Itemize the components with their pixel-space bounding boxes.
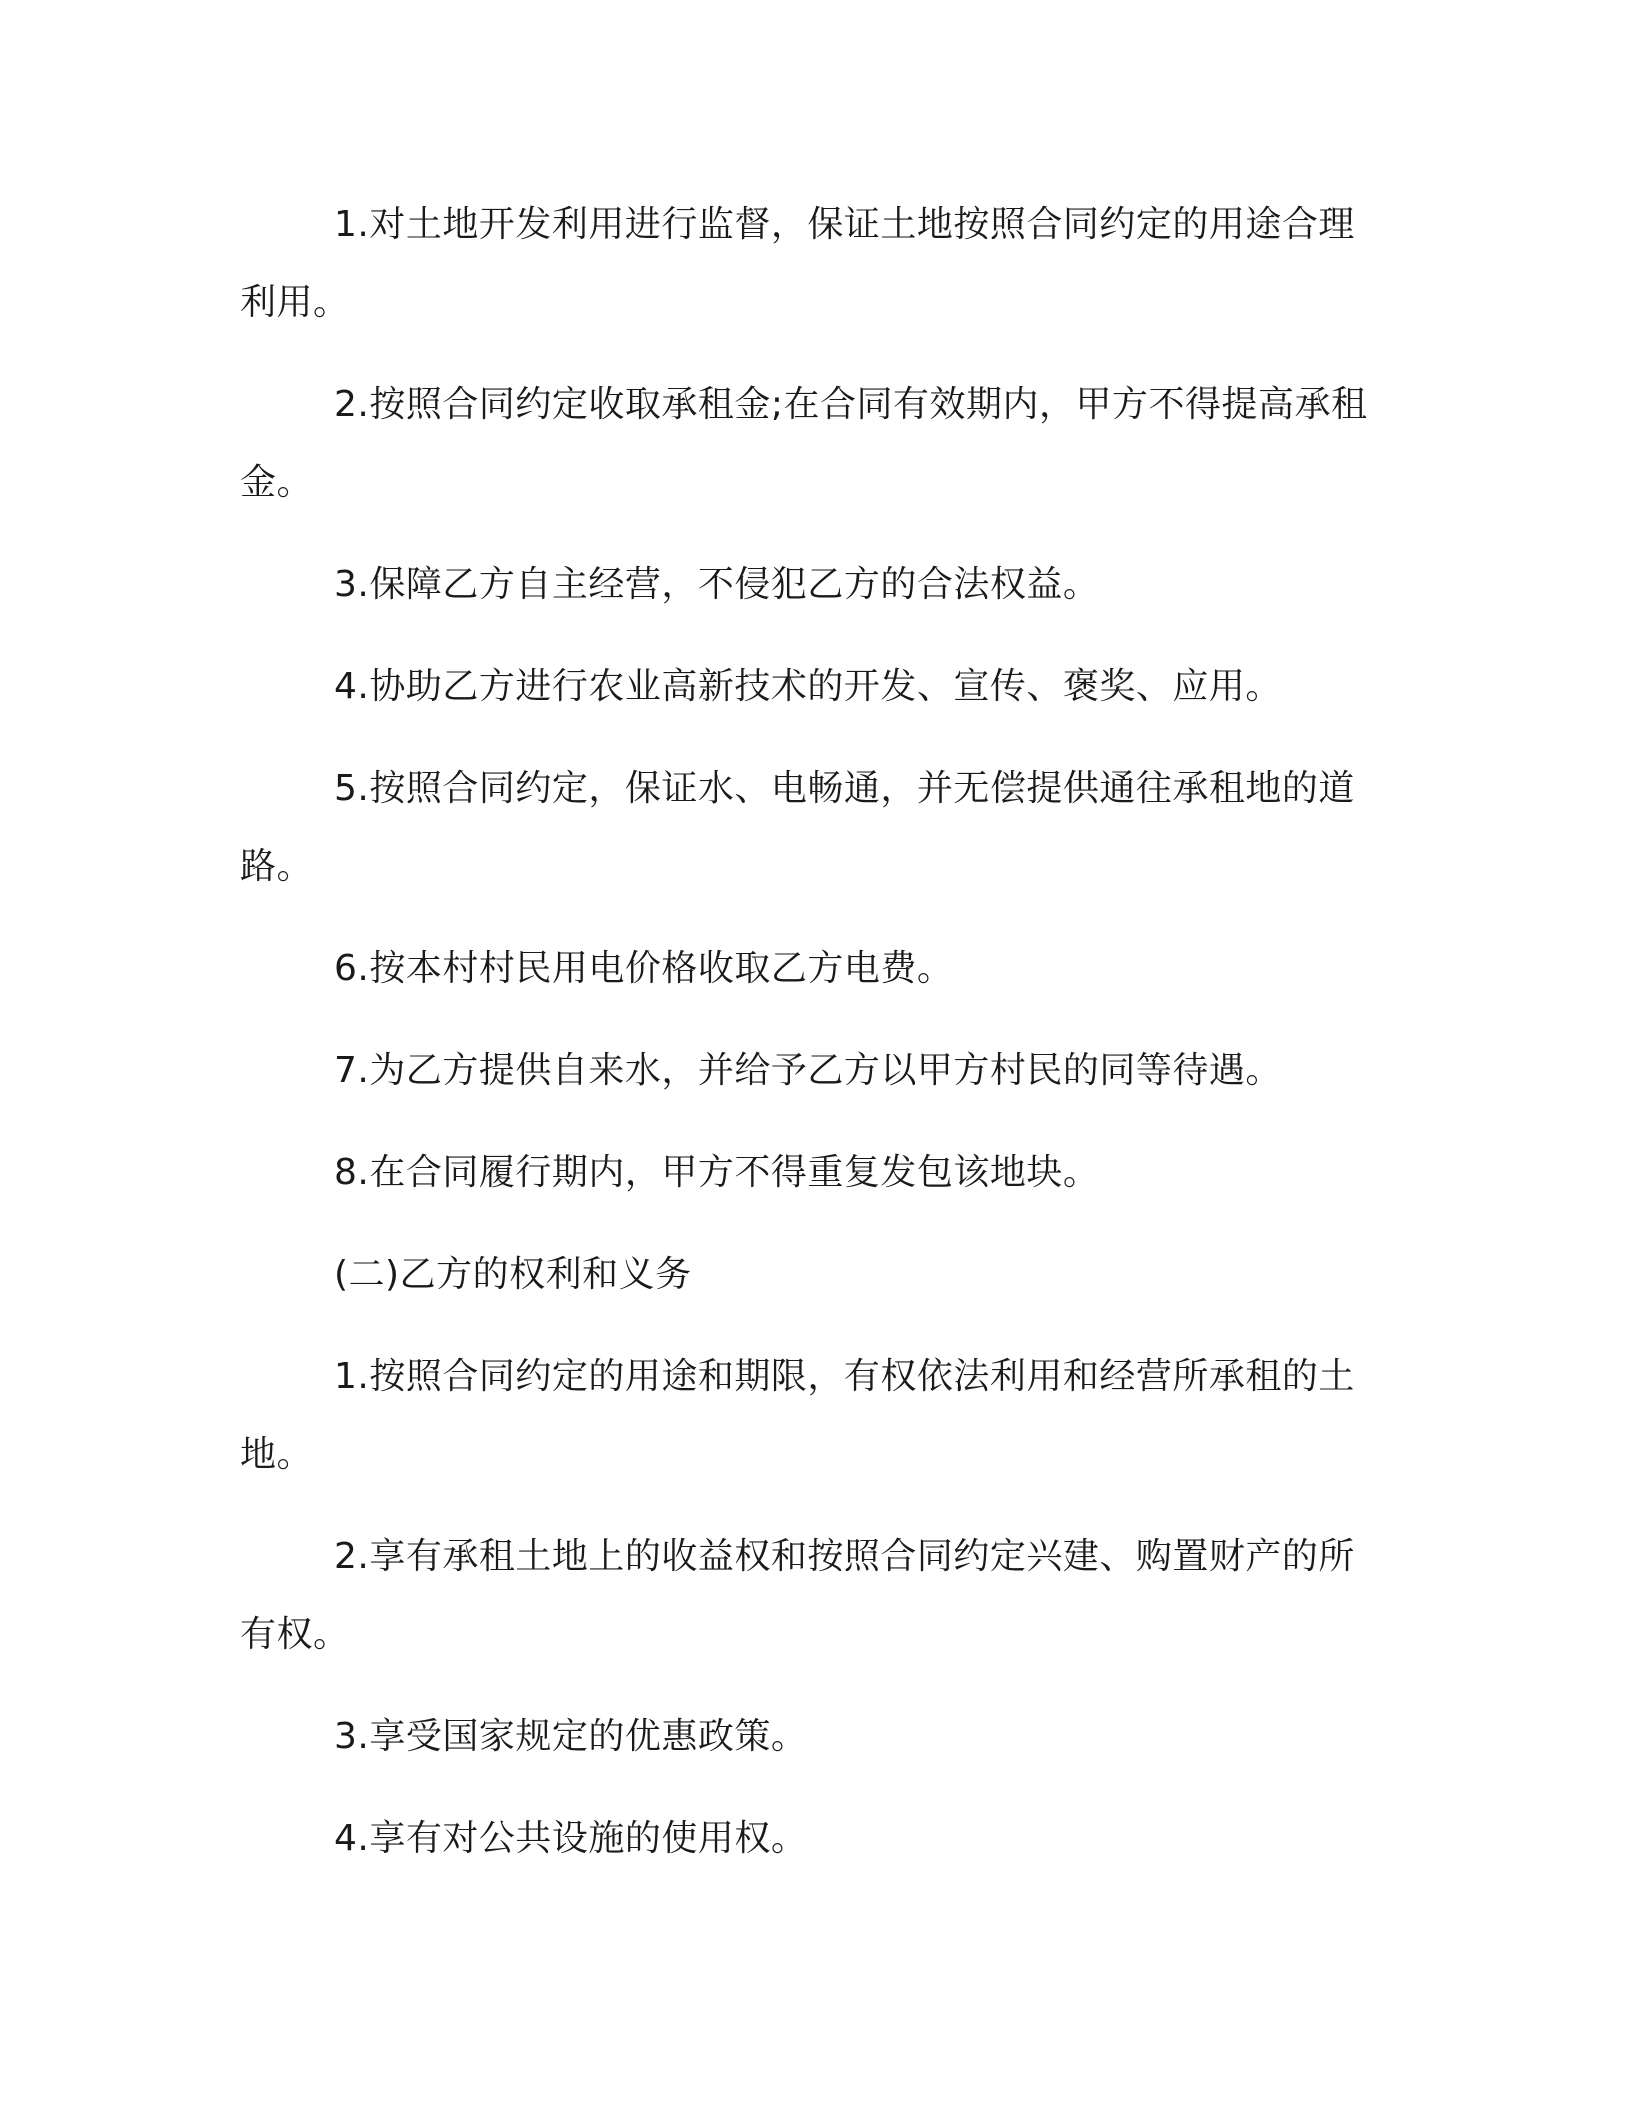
paragraph-tenant-right-4: 4.享有对公共设施的使用权。 (334, 1818, 808, 1859)
paragraph-landlord-duty-1: 1.对土地开发利用进行监督，保证土地按照合同约定的用途合理利用。 (240, 204, 1355, 323)
paragraph-tenant-right-3: 3.享受国家规定的优惠政策。 (334, 1716, 808, 1757)
section-heading-tenant-rights: (二)乙方的权利和义务 (334, 1254, 692, 1295)
paragraph-landlord-duty-5: 5.按照合同约定，保证水、电畅通，并无偿提供通往承租地的道路。 (240, 768, 1355, 887)
paragraph-tenant-right-1: 1.按照合同约定的用途和期限，有权依法利用和经营所承租的土地。 (240, 1356, 1355, 1475)
document-body (240, 186, 1380, 1902)
paragraph-landlord-duty-3: 3.保障乙方自主经营，不侵犯乙方的合法权益。 (334, 564, 1100, 605)
paragraph-landlord-duty-4: 4.协助乙方进行农业高新技术的开发、宣传、褒奖、应用。 (334, 666, 1282, 707)
paragraph-landlord-duty-6: 6.按本村村民用电价格收取乙方电费。 (334, 948, 954, 989)
paragraph-landlord-duty-2: 2.按照合同约定收取承租金;在合同有效期内，甲方不得提高承租金。 (240, 384, 1368, 503)
paragraph-landlord-duty-7: 7.为乙方提供自来水，并给予乙方以甲方村民的同等待遇。 (334, 1050, 1282, 1091)
paragraph-tenant-right-2: 2.享有承租土地上的收益权和按照合同约定兴建、购置财产的所有权。 (240, 1536, 1355, 1655)
paragraph-landlord-duty-8: 8.在合同履行期内，甲方不得重复发包该地块。 (334, 1152, 1100, 1193)
